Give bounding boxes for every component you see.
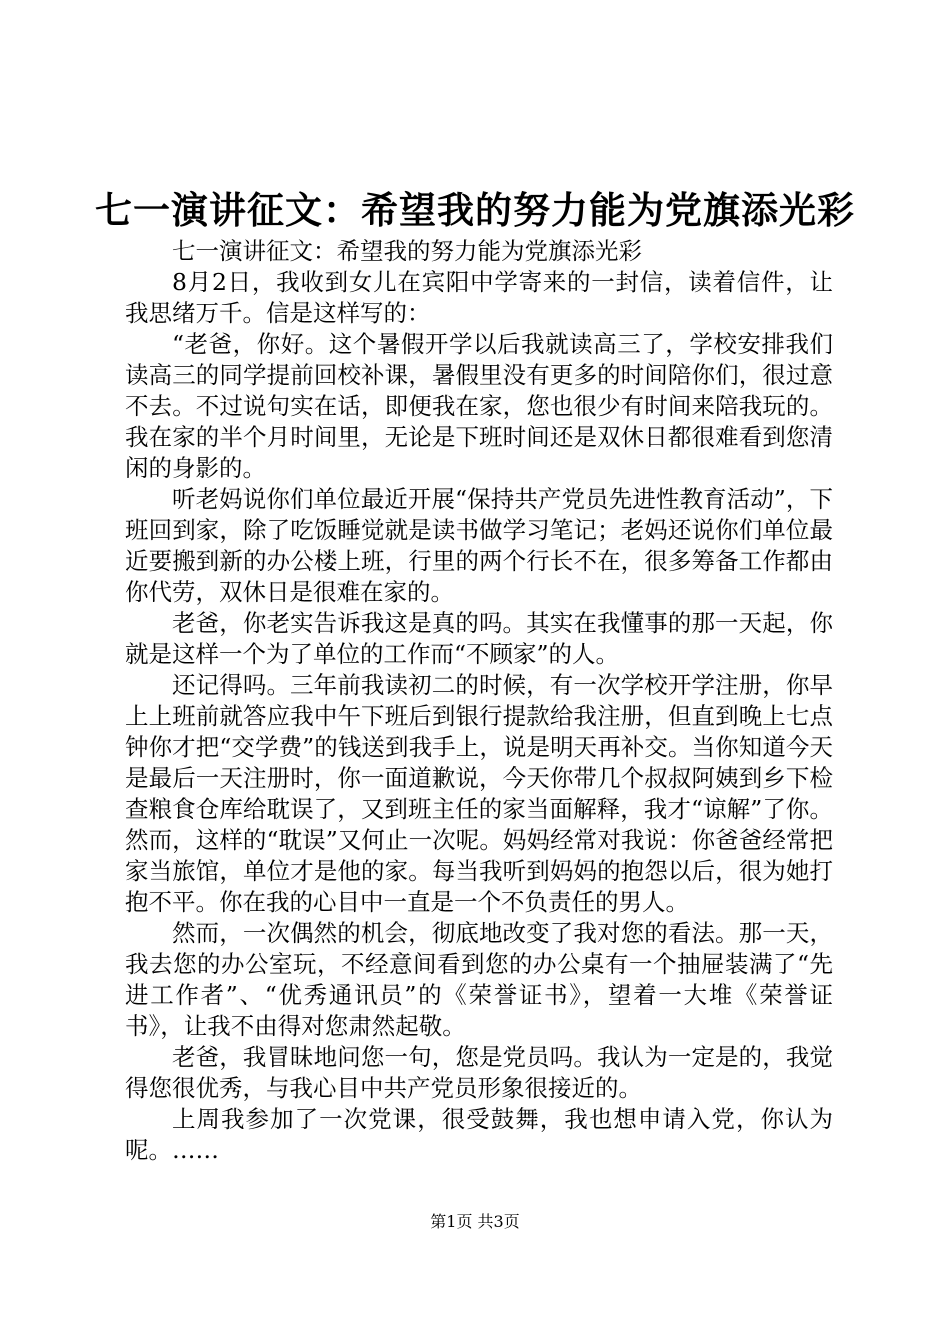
document-body	[125, 236, 833, 1166]
paragraph: 老爸，我冒昧地问您一句，您是党员吗。我认为一定是的，我觉得您很优秀，与我心目中共产党员形象很接近的。	[125, 1043, 833, 1102]
paragraph: “老爸，你好。这个暑假开学以后我就读高三了，学校安排我们读高三的同学提前回校补课，暑假里没有更多的时间陪你们，很过意不去。不过说句实在话，即便我在家，您也很少有时间来陪我玩的。我在家的半个月时间里，无论是下班时间还是双休日都很难看到您清闲的身影的。	[125, 330, 833, 482]
paragraph: 然而，一次偶然的机会，彻底地改变了我对您的看法。那一天，我去您的办公室玩，不经意间看到您的办公桌有一个抽屉装满了“先进工作者”、“优秀通讯员”的《荣誉证书》，望着一大堆《荣誉证书》，让我不由得对您肃然起敬。	[125, 919, 833, 1040]
paragraph-subtitle: 七一演讲征文：希望我的努力能为党旗添光彩	[172, 237, 642, 265]
paragraph: 还记得吗。三年前我读初二的时候，有一次学校开学注册，你早上上班前就答应我中午下班后到银行提款给我注册，但直到晚上七点钟你才把“交学费”的钱送到我手上，说是明天再补交。当你知道今天是最后一天注册时，你一面道歉说，今天你带几个叔叔阿姨到乡下检查粮食仓库给耽误了，又到班主任的家当面解释，我才“谅解”了你。然而，这样的“耽误”又何止一次呢。妈妈经常对我说：你爸爸经常把家当旅馆，单位才是他的家。每当我听到妈妈的抱怨以后，很为她打抱不平。你在我的心目中一直是一个不负责任的男人。	[125, 671, 833, 916]
document-title: 七一演讲征文：希望我的努力能为党旗添光彩	[95, 188, 855, 232]
paragraph: 上周我参加了一次党课，很受鼓舞，我也想申请入党，你认为呢。……	[125, 1105, 833, 1164]
paragraph: 听老妈说你们单位最近开展“保持共产党员先进性教育活动”，下班回到家，除了吃饭睡觉就是读书做学习笔记；老妈还说你们单位最近要搬到新的办公楼上班，行里的两个行长不在，很多筹备工作都由你代劳，双休日是很难在家的。	[125, 485, 833, 606]
page-number-footer: 第1页 共3页	[430, 1212, 520, 1231]
paragraph: 老爸，你老实告诉我这是真的吗。其实在我懂事的那一天起，你就是这样一个为了单位的工作而“不顾家”的人。	[125, 609, 833, 668]
paragraph: 8月2日，我收到女儿在宾阳中学寄来的一封信，读着信件，让我思绪万千。信是这样写的：	[125, 268, 833, 327]
